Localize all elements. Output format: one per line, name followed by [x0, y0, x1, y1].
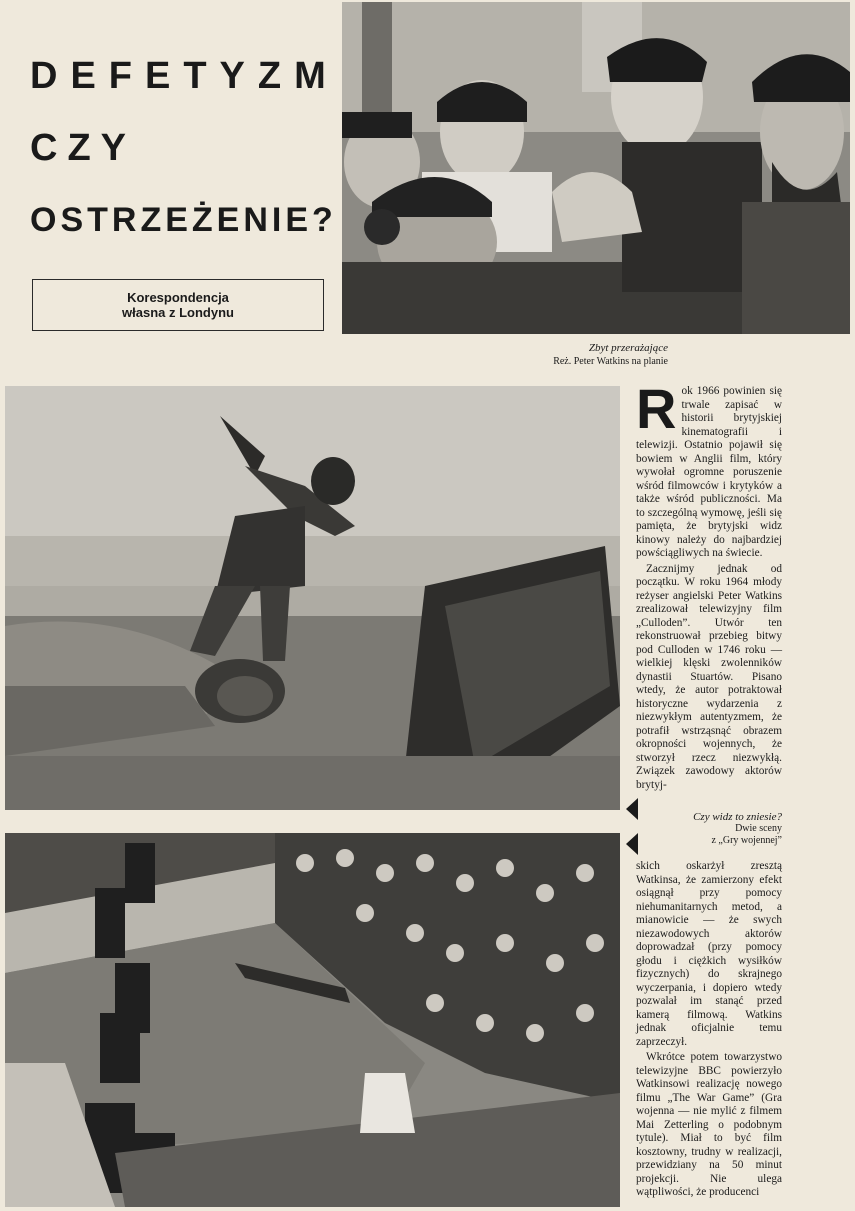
- photo-caption-top: [420, 342, 668, 368]
- article-paragraph-1-text: ok 1966 powinien się trwale zapisać w historii brytyjskiej kinematografii i telewizji. Ostatnio pojawił się bowiem w Anglii film, który wywołał ogromne poruszenie wśród filmowców i krytyków a także wśród publiczności. Ma to szczególną wymowę, jeśli się pamięta, że brytyjski widz kinowy należy do najbardziej powściągliwych na świecie.: [636, 385, 782, 559]
- caption-top-title: Zbyt przerażające: [588, 342, 668, 354]
- photo-director-on-set: [342, 2, 850, 334]
- title-line-2: CZY: [30, 127, 136, 169]
- article-column-top: [636, 377, 782, 794]
- caption-mid-text-2: z „Gry wojennej”: [711, 835, 782, 846]
- article-column-bottom: [636, 860, 782, 1202]
- article-paragraph-2: Zacznijmy jednak od początku. W roku 1964 młody reżyser angielski Peter Watkins zrealizował telewizyjny film „Culloden”. Utwór ten rekonstruował przebieg bitwy pod Culloden w 1746 roku — wielkiej klęski zwolenników dynastii Stuartów. Pisano wtedy, że autor potraktował historyczne wydarzenia z niezwykłym autentyzmem, że potrafił wstrząsnąć obrazem okropności wojennych, że stworzył rzecz niezwykłą. Związek zawodowy aktorów brytyj-: [636, 562, 782, 791]
- title-line-3: OSTRZEŻENIE?: [30, 201, 337, 239]
- correspondence-box: [32, 279, 324, 331]
- caption-mid-title: Czy widz to zniesie?: [693, 811, 782, 823]
- correspondence-line-2: własna z Londynu: [122, 305, 234, 320]
- article-paragraph-3: skich oskarżył zresztą Watkinsa, że zamierzony efekt osiągnął przy pomocy niehumanitarnych metod, a mianowicie — że swych niezawodowych aktorów doprowadzał (przy pomocy głodu i ciężkich wysiłków fizycznych) do skrajnego wyczerpania, i dopiero wtedy pozwalał im stanąć przed kamerą filmową. Watkins jednak oficjalnie temu zaprzeczył.: [636, 860, 782, 1048]
- article-title: [30, 40, 340, 256]
- caption-pointer-up-icon: [626, 798, 638, 820]
- caption-pointer-down-icon: [626, 833, 638, 855]
- caption-top-text: Reż. Peter Watkins na planie: [553, 356, 668, 367]
- photo-war-scene-crowd: [5, 833, 620, 1207]
- title-line-1: DEFETYZM: [30, 55, 339, 97]
- correspondence-line-1: Korespondencja: [127, 290, 229, 305]
- article-paragraph-4: Wkrótce potem towarzystwo telewizyjne BBC powierzyło Watkinsowi realizację nowego filmu „The War Game” (Gra wojenna — nie mylić z filmem Mai Zetterling o podobnym tytule). Miał to być film kosztowny, trudny w realizacji, przewidziany na 50 minut projekcji. Nie ulega wątpliwości, że producenci: [636, 1051, 782, 1198]
- photo-caption-middle: [640, 811, 782, 847]
- article-paragraph-1: [636, 377, 782, 561]
- photo-war-scene-explosion: [5, 386, 620, 810]
- caption-mid-text-1: Dwie sceny: [735, 823, 782, 834]
- drop-cap: R: [636, 377, 677, 440]
